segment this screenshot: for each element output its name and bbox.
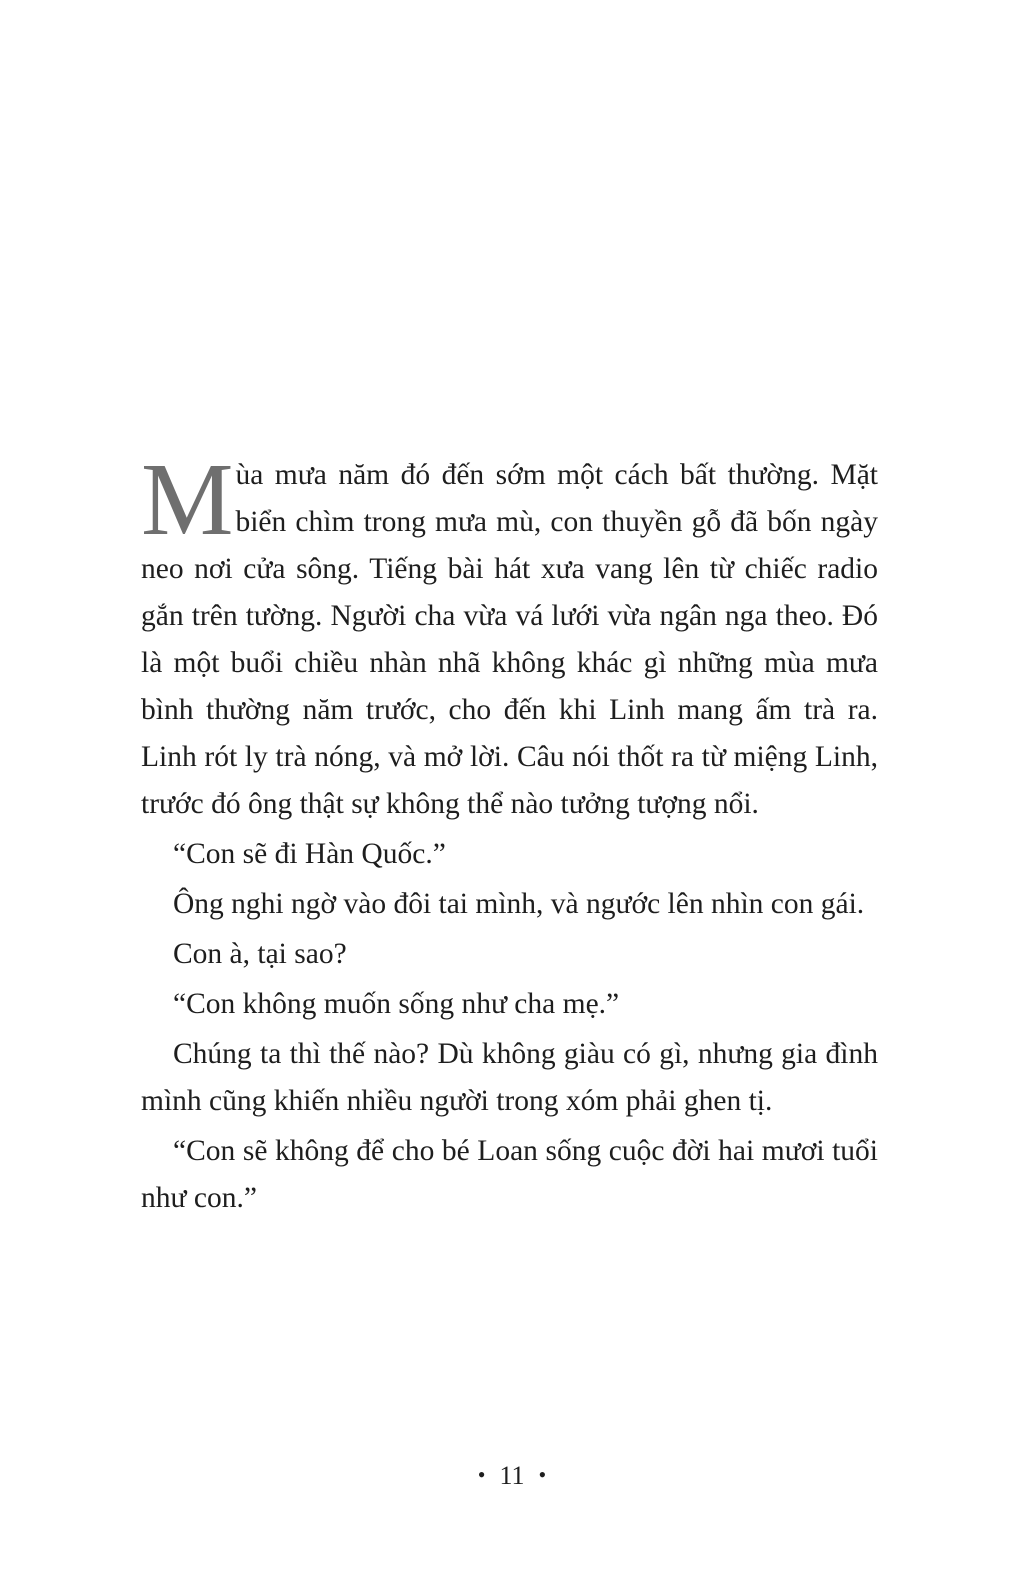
drop-cap: M: [141, 442, 232, 557]
paragraph: “Con không muốn sống như cha mẹ.”: [173, 988, 620, 1020]
opening-text: ùa mưa năm đó đến sớm một cách bất thường. Mặt biển chìm trong mưa mù, con thuyền gỗ đã bốn ngày neo nơi cửa sông. Tiếng bài hát xưa vang lên từ chiếc radio gắn trên tường. Người cha vừa vá lưới vừa ngân nga theo. Đó là một buổi chiều nhàn nhã không khác gì những mùa mưa bình thường năm trước, cho đến khi Linh mang ấm trà ra. Linh rót ly trà nóng, và mở lời. Câu nói thốt ra từ miệng Linh, trước đó ông thật sự không thể nào tưởng tượng nổi.: [141, 459, 878, 820]
paragraph: Ông nghi ngờ vào đôi tai mình, và ngước lên nhìn con gái.: [173, 888, 865, 920]
paragraph: “Con sẽ không để cho bé Loan sống cuộc đời hai mươi tuổi như con.”: [141, 1135, 878, 1214]
bullet-right: •: [538, 1462, 547, 1487]
paragraph: “Con sẽ đi Hàn Quốc.”: [173, 838, 446, 870]
body-text: [141, 442, 878, 1222]
page-number: 11: [499, 1461, 525, 1490]
opening-paragraph: [141, 442, 878, 828]
paragraph: Chúng ta thì thế nào? Dù không giàu có gì, nhưng gia đình mình cũng khiến nhiều người trong xóm phải ghen tị.: [141, 1038, 878, 1117]
paragraph: Con à, tại sao?: [173, 938, 347, 970]
bullet-left: •: [477, 1462, 486, 1487]
page-footer: [0, 1461, 1024, 1491]
